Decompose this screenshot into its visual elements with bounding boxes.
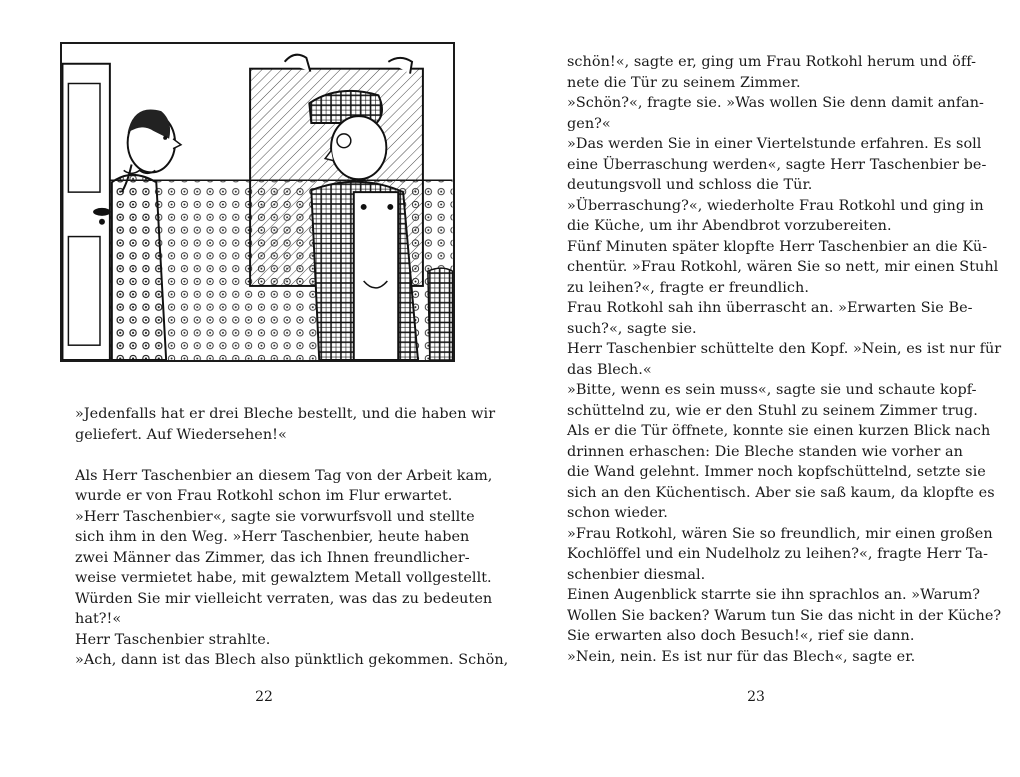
left-page-text [75, 404, 509, 671]
text-line: hat?!« [75, 611, 122, 627]
text-line: such?«, sagte sie. [567, 320, 697, 337]
door [62, 64, 110, 360]
text-line: Frau Rotkohl sah ihn überrascht an. »Erwarten Sie Be- [567, 300, 973, 316]
text-line: Fünf Minuten später klopfte Herr Taschenbier an die Kü- [567, 238, 988, 255]
text-line: wurde er von Frau Rotkohl schon im Flur erwartet. [75, 488, 453, 504]
text-line: sich ihm in den Weg. »Herr Taschenbier, heute haben [75, 529, 470, 545]
text-line: die Küche, um ihr Abendbrot vorzubereiten. [567, 218, 892, 234]
text-line: »Ach, dann ist das Blech also pünktlich gekommen. Schön, [75, 652, 509, 668]
text-line: »Das werden Sie in einer Viertelstunde erfahren. Es soll [567, 136, 982, 152]
text-line: chentür. »Frau Rotkohl, wären Sie so nett, mir einen Stuhl [567, 259, 999, 275]
illustration-drawing [62, 44, 453, 360]
text-line: weise vermietet habe, mit gewalztem Metall vollgestellt. [75, 570, 492, 586]
text-line: zwei Männer das Zimmer, das ich Ihnen freundlicher- [75, 549, 470, 566]
right-page-text [567, 52, 1002, 667]
text-line: schön!«, sagte er, ging um Frau Rotkohl herum und öff- [567, 54, 976, 70]
text-line: deutungsvoll und schloss die Tür. [567, 177, 813, 193]
page-number: 22 [255, 689, 273, 705]
text-line: geliefert. Auf Wiedersehen!« [75, 426, 287, 443]
text-line: »Frau Rotkohl, wären Sie so freundlich, mir einen großen [567, 525, 993, 542]
text-line: Würden Sie mir vielleicht verraten, was das zu bedeuten [75, 590, 493, 607]
text-line: Herr Taschenbier strahlte. [75, 631, 271, 648]
text-line: Einen Augenblick starrte sie ihn sprachlos an. »Warum? [567, 587, 981, 603]
text-line: zu leihen?«, fragte er freundlich. [567, 279, 809, 296]
text-line: schon wieder. [567, 505, 668, 521]
text-line: sich an den Küchentisch. Aber sie saß kaum, da klopfte es [567, 484, 995, 501]
text-line: Sie erwarten also doch Besuch!«, rief sie dann. [567, 628, 915, 644]
text-line: schenbier diesmal. [567, 566, 706, 583]
text-line: Wollen Sie backen? Warum tun Sie das nicht in der Küche? [567, 607, 1002, 624]
text-line: »Herr Taschenbier«, sagte sie vorwurfsvoll und stellte [75, 508, 475, 525]
text-line: Herr Taschenbier schüttelte den Kopf. »Nein, es ist nur für [567, 341, 1002, 357]
text-line: gen?« [567, 115, 611, 132]
text-line: das Blech.« [567, 361, 652, 378]
text-line: »Schön?«, fragte sie. »Was wollen Sie denn damit anfan- [567, 95, 984, 111]
text-line: eine Überraschung werden«, sagte Herr Taschenbier be- [567, 156, 987, 173]
illustration [60, 42, 455, 362]
text-line: die Wand gelehnt. Immer noch kopfschüttelnd, setzte sie [567, 464, 986, 480]
text-line: Kochlöffel und ein Nudelholz zu leihen?«, fragte Herr Ta- [567, 546, 989, 562]
right-page [510, 0, 1020, 777]
text-line: drinnen erhaschen: Die Bleche standen wie vorher an [567, 443, 964, 460]
page-number: 23 [747, 689, 765, 705]
text-line: schüttelnd zu, wie er den Stuhl zu seinem Zimmer trug. [567, 402, 978, 419]
text-line: Als Herr Taschenbier an diesem Tag von der Arbeit kam, [75, 467, 493, 484]
text-line: »Nein, nein. Es ist nur für das Blech«, sagte er. [567, 648, 916, 665]
paragraph-gap [75, 445, 455, 466]
text-line: »Jedenfalls hat er drei Bleche bestellt, und die haben wir [75, 406, 496, 422]
text-line: »Überraschung?«, wiederholte Frau Rotkohl und ging in [567, 197, 984, 214]
text-line: nete die Tür zu seinem Zimmer. [567, 74, 801, 91]
text-line: »Bitte, wenn es sein muss«, sagte sie und schaute kopf- [567, 382, 977, 398]
text-line: Als er die Tür öffnete, konnte sie einen kurzen Blick nach [567, 423, 991, 439]
